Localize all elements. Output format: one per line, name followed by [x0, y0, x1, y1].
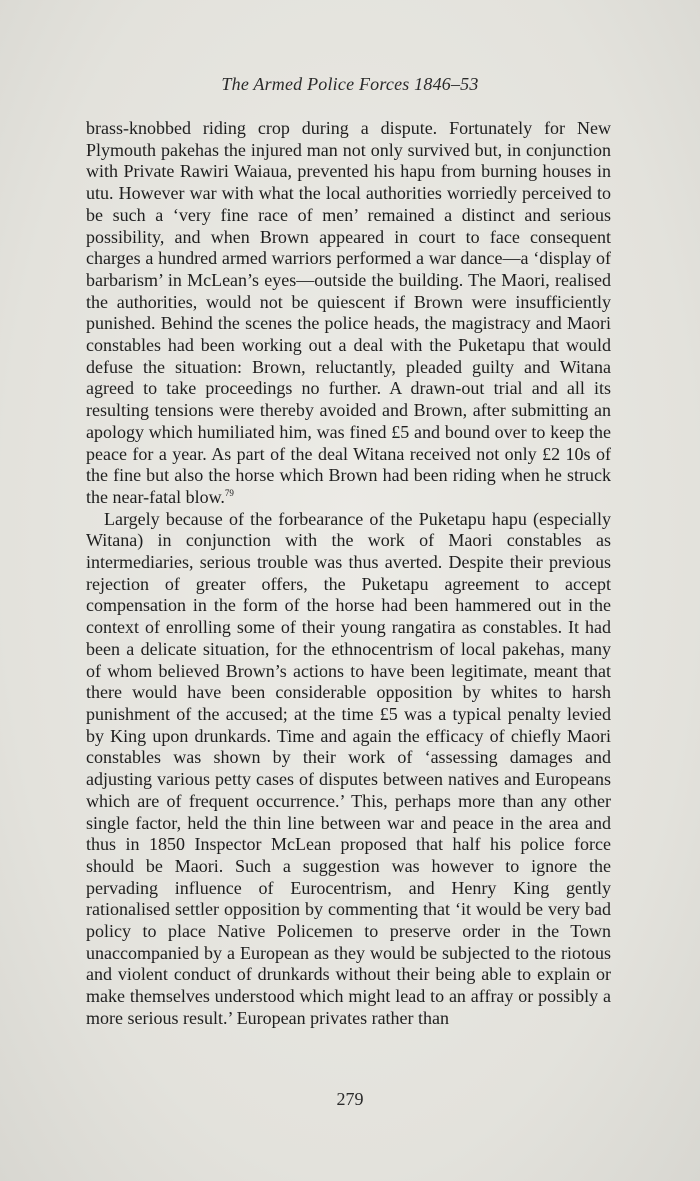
body-text [86, 118, 611, 1030]
paragraph-2 [86, 509, 611, 1030]
footnote-reference: 79 [224, 487, 234, 498]
page-number: 279 [336, 1089, 364, 1109]
paragraph-1-text: brass-knobbed riding crop during a dispute. Fortunately for New Plymouth pakehas the injured man not only survived but, in conjunction with Private Rawiri Waiaua, prevented his hapu from burning houses in utu. However war with what the local authorities worriedly perceived to be such a ‘very fine race of men’ remained a distinct and serious possibility, and when Brown appeared in court to face consequent charges a hundred armed warriors performed a war dance—a ‘display of barbarism’ in McLean’s eyes—outside the building. The Maori, realised the authorities, would not be quiescent if Brown were insufficiently punished. Behind the scenes the police heads, the magistracy and Maori constables had been working out a deal with the Puketapu that would defuse the situation: Brown, reluctantly, pleaded guilty and Witana agreed to take proceedings no further. A drawn-out trial and all its resulting tensions were thereby avoided and Brown, after submitting an apology which humiliated him, was fined £5 and bound over to keep the peace for a year. As part of the deal Witana received not only £2 10s of the fine but also the horse which Brown had been riding when he struck the near-fatal blow. [86, 118, 611, 507]
paragraph-1 [86, 118, 611, 509]
paragraph-2-text: Largely because of the forbearance of the Puketapu hapu (especially Witana) in conjunction with the work of Maori constables as intermediaries, serious trouble was thus averted. Despite their previous rejection of greater offers, the Puketapu agreement to accept compensation in the form of the horse had been hammered out in the context of enrolling some of their young rangatira as constables. It had been a delicate situation, for the ethnocentrism of local pakehas, many of whom believed Brown’s actions to have been legitimate, meant that there would have been considerable opposition by whites to harsh punishment of the accused; at the time £5 was a typical penalty levied by King upon drunkards. Time and again the efficacy of chiefly Maori constables was shown by their work of ‘assessing damages and adjusting various petty cases of disputes between natives and Europeans which are of frequent occurrence.’ This, perhaps more than any other single factor, held the thin line between war and peace in the area and thus in 1850 Inspector McLean proposed that half his police force should be Maori. Such a suggestion was however to ignore the pervading influence of Eurocentrism, and Henry King gently rationalised settler opposition by commenting that ‘it would be very bad policy to place Native Policemen to preserve order in the Town unaccompanied by a European as they would be subjected to the riotous and violent conduct of drunkards without their being able to explain or make themselves understood which might lead to an affray or possibly a more serious result.’ European privates rather than [86, 508, 611, 1028]
running-head: The Armed Police Forces 1846–53 [221, 74, 479, 94]
